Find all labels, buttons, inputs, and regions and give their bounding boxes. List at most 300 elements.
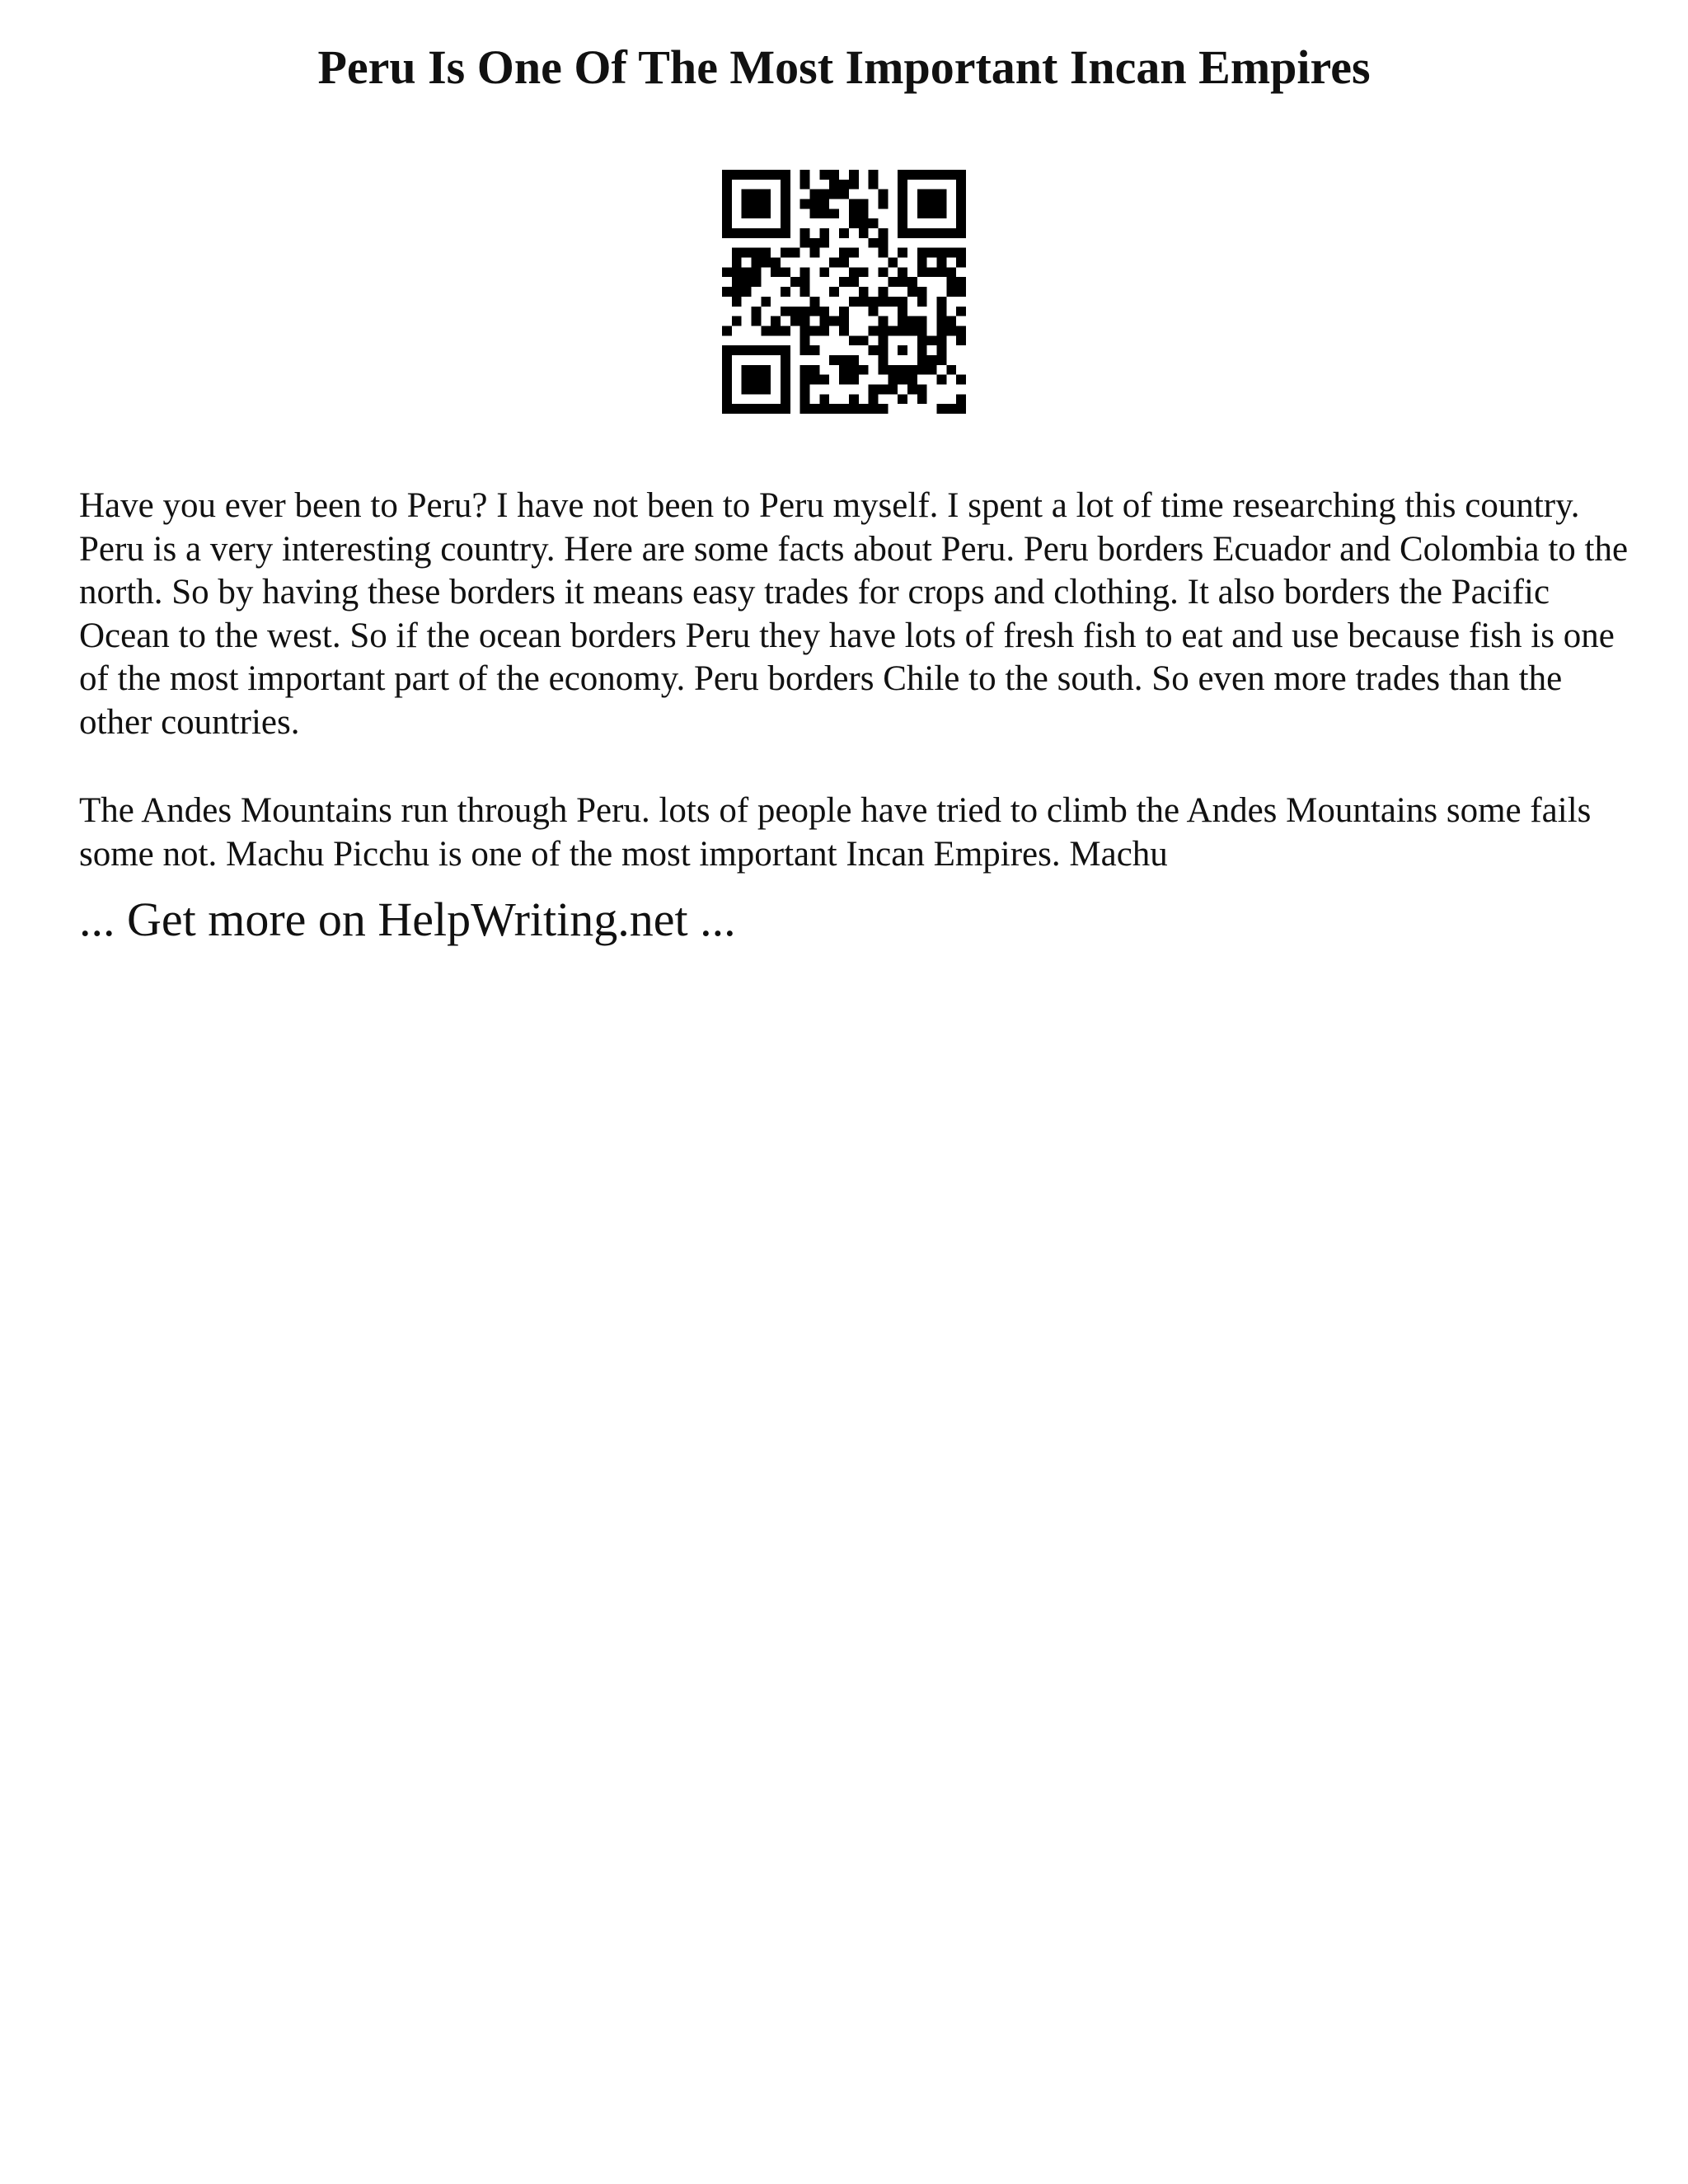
qr-module xyxy=(917,190,927,199)
qr-module xyxy=(819,267,829,277)
qr-module xyxy=(946,170,956,180)
qr-module xyxy=(819,209,829,218)
qr-module xyxy=(936,267,946,277)
qr-module xyxy=(819,375,829,385)
qr-module xyxy=(898,307,907,316)
qr-module xyxy=(917,267,927,277)
qr-module xyxy=(898,209,907,218)
qr-module xyxy=(946,365,956,375)
qr-module xyxy=(878,365,888,375)
qr-module xyxy=(927,190,937,199)
qr-module xyxy=(781,345,790,355)
qr-module xyxy=(917,345,927,355)
qr-module xyxy=(936,355,946,365)
qr-module xyxy=(898,316,907,326)
qr-module xyxy=(732,258,742,268)
qr-module xyxy=(732,170,742,180)
qr-module xyxy=(869,345,879,355)
qr-module xyxy=(878,404,888,414)
qr-module xyxy=(956,375,966,385)
qr-module xyxy=(878,228,888,238)
qr-module xyxy=(771,267,781,277)
qr-module xyxy=(722,365,732,375)
qr-module xyxy=(888,297,898,307)
qr-module xyxy=(936,190,946,199)
qr-module xyxy=(810,404,820,414)
qr-module xyxy=(849,267,859,277)
qr-module xyxy=(752,404,762,414)
qr-module xyxy=(722,199,732,209)
qr-module xyxy=(878,190,888,199)
qr-module xyxy=(722,326,732,335)
qr-module xyxy=(936,307,946,316)
qr-module xyxy=(956,190,966,199)
qr-module xyxy=(869,297,879,307)
qr-module xyxy=(829,180,839,190)
qr-module xyxy=(946,277,956,287)
qr-module xyxy=(722,345,732,355)
qr-module xyxy=(829,258,839,268)
qr-module xyxy=(781,267,790,277)
qr-module xyxy=(907,316,917,326)
qr-module xyxy=(917,326,927,335)
qr-module xyxy=(752,384,762,394)
qr-module xyxy=(888,365,898,375)
qr-module xyxy=(819,307,829,316)
qr-module xyxy=(878,384,888,394)
qr-module xyxy=(752,190,762,199)
qr-module xyxy=(742,375,752,385)
qr-module xyxy=(849,277,859,287)
qr-module xyxy=(800,345,810,355)
qr-module xyxy=(839,355,849,365)
qr-module xyxy=(800,170,810,180)
qr-module xyxy=(888,375,898,385)
qr-module xyxy=(898,345,907,355)
qr-module xyxy=(839,258,849,268)
qr-module xyxy=(946,287,956,297)
qr-module xyxy=(888,384,898,394)
qr-module xyxy=(946,267,956,277)
qr-module xyxy=(936,345,946,355)
qr-module xyxy=(878,335,888,345)
qr-module xyxy=(869,384,879,394)
qr-module xyxy=(781,355,790,365)
qr-module xyxy=(878,345,888,355)
qr-module xyxy=(722,394,732,404)
qr-module xyxy=(752,375,762,385)
qr-module xyxy=(859,218,869,228)
qr-module xyxy=(752,307,762,316)
qr-module xyxy=(781,218,790,228)
qr-module xyxy=(752,228,762,238)
qr-module xyxy=(829,190,839,199)
qr-module xyxy=(810,345,820,355)
qr-module xyxy=(898,375,907,385)
qr-module xyxy=(917,335,927,345)
qr-module xyxy=(927,228,937,238)
qr-module xyxy=(761,345,771,355)
qr-module xyxy=(732,316,742,326)
qr-module xyxy=(849,297,859,307)
qr-module xyxy=(839,404,849,414)
qr-module xyxy=(917,384,927,394)
qr-module xyxy=(771,326,781,335)
qr-module xyxy=(732,287,742,297)
qr-module xyxy=(878,326,888,335)
qr-module xyxy=(878,355,888,365)
qr-module xyxy=(732,404,742,414)
qr-module xyxy=(878,199,888,209)
qr-module xyxy=(898,180,907,190)
qr-module xyxy=(869,394,879,404)
qr-module xyxy=(917,365,927,375)
qr-module xyxy=(907,277,917,287)
qr-module xyxy=(898,248,907,258)
qr-module xyxy=(742,228,752,238)
qr-module xyxy=(936,375,946,385)
qr-module xyxy=(761,365,771,375)
qr-module xyxy=(781,248,790,258)
qr-module xyxy=(936,297,946,307)
qr-module xyxy=(956,170,966,180)
qr-module xyxy=(927,355,937,365)
qr-module xyxy=(859,297,869,307)
qr-module xyxy=(761,375,771,385)
qr-module xyxy=(917,355,927,365)
qr-module xyxy=(936,248,946,258)
qr-module xyxy=(936,228,946,238)
qr-module xyxy=(800,384,810,394)
qr-module xyxy=(732,345,742,355)
qr-module xyxy=(956,394,966,404)
qr-module xyxy=(810,365,820,375)
qr-module xyxy=(829,316,839,326)
qr-module xyxy=(927,365,937,375)
qr-module xyxy=(761,248,771,258)
qr-module xyxy=(819,199,829,209)
qr-module xyxy=(722,384,732,394)
qr-module xyxy=(956,209,966,218)
qr-module xyxy=(917,209,927,218)
qr-module xyxy=(800,365,810,375)
qr-module xyxy=(898,394,907,404)
qr-module xyxy=(761,228,771,238)
qr-module xyxy=(839,365,849,375)
qr-module xyxy=(722,190,732,199)
paragraph-1: Have you ever been to Peru? I have not been to Peru myself. I spent a lot of time researching this country. Peru is a very interesting country. Here are some facts about Peru. Peru borders Ecuador and Colombia to the north. So by having these borders it means easy trades for crops and clothing. It also borders the Pacific Ocean to the west. So if the ocean borders Peru they have lots of fresh fish to eat and use because fish is one of the most important part of the economy. Peru borders Chile to the south. So even more trades than the other countries. xyxy=(79,486,1629,742)
qr-module xyxy=(907,384,917,394)
qr-module xyxy=(742,209,752,218)
qr-module xyxy=(781,170,790,180)
qr-module xyxy=(742,267,752,277)
qr-module xyxy=(936,404,946,414)
qr-module xyxy=(810,238,820,248)
qr-module xyxy=(771,316,781,326)
qr-module xyxy=(810,307,820,316)
qr-module xyxy=(839,180,849,190)
qr-module xyxy=(761,199,771,209)
qr-module xyxy=(790,307,800,316)
qr-module xyxy=(800,326,810,335)
qr-module xyxy=(869,238,879,248)
qr-module xyxy=(829,287,839,297)
qr-module xyxy=(917,170,927,180)
qr-module xyxy=(917,394,927,404)
qr-module xyxy=(800,267,810,277)
qr-module xyxy=(800,375,810,385)
qr-module xyxy=(742,199,752,209)
qr-module xyxy=(829,355,839,365)
qr-module xyxy=(722,404,732,414)
qr-module xyxy=(898,297,907,307)
qr-module xyxy=(781,180,790,190)
qr-module xyxy=(936,199,946,209)
qr-module xyxy=(800,180,810,190)
qr-module xyxy=(800,335,810,345)
qr-module xyxy=(819,404,829,414)
qr-module xyxy=(781,209,790,218)
qr-module xyxy=(722,209,732,218)
qr-module xyxy=(752,209,762,218)
qr-module xyxy=(810,326,820,335)
qr-module xyxy=(898,228,907,238)
qr-module xyxy=(878,316,888,326)
qr-module xyxy=(907,228,917,238)
qr-module xyxy=(946,316,956,326)
qr-module xyxy=(771,170,781,180)
qr-module xyxy=(956,277,966,287)
qr-module xyxy=(927,248,937,258)
qr-module xyxy=(800,394,810,404)
qr-module xyxy=(839,277,849,287)
qr-module xyxy=(752,365,762,375)
qr-module xyxy=(898,190,907,199)
qr-module xyxy=(790,277,800,287)
qr-module xyxy=(849,394,859,404)
qr-module xyxy=(869,218,879,228)
qr-module xyxy=(849,170,859,180)
more-link[interactable]: ... Get more on HelpWriting.net ... xyxy=(79,893,736,946)
qr-module xyxy=(810,199,820,209)
qr-module xyxy=(917,258,927,268)
qr-module xyxy=(752,258,762,268)
qr-module xyxy=(936,316,946,326)
qr-module xyxy=(829,209,839,218)
qr-module xyxy=(810,209,820,218)
qr-module xyxy=(732,277,742,287)
qr-module xyxy=(936,326,946,335)
qr-module xyxy=(790,316,800,326)
qr-module xyxy=(810,248,820,258)
qr-module xyxy=(898,326,907,335)
qr-module xyxy=(907,170,917,180)
qr-module xyxy=(859,209,869,218)
qr-module xyxy=(800,316,810,326)
qr-module xyxy=(732,248,742,258)
qr-module xyxy=(956,258,966,268)
qr-module xyxy=(761,297,771,307)
qr-module xyxy=(936,258,946,268)
qr-module xyxy=(781,375,790,385)
qr-module xyxy=(878,238,888,248)
qr-module xyxy=(907,287,917,297)
qr-module xyxy=(907,375,917,385)
qr-module xyxy=(829,170,839,180)
qr-module xyxy=(859,199,869,209)
qr-module xyxy=(732,267,742,277)
qr-module xyxy=(722,287,732,297)
qr-module xyxy=(849,335,859,345)
qr-module xyxy=(878,267,888,277)
qr-module xyxy=(800,238,810,248)
qr-module xyxy=(898,199,907,209)
qr-module xyxy=(946,404,956,414)
qr-module xyxy=(869,307,879,316)
qr-module xyxy=(898,218,907,228)
qr-module xyxy=(732,297,742,307)
qr-module xyxy=(781,384,790,394)
qr-module xyxy=(927,170,937,180)
qr-module xyxy=(849,209,859,218)
qr-module xyxy=(742,190,752,199)
qr-module xyxy=(859,404,869,414)
qr-module xyxy=(829,404,839,414)
qr-module xyxy=(917,287,927,297)
qr-module xyxy=(936,209,946,218)
qr-module xyxy=(790,248,800,258)
qr-module xyxy=(859,287,869,297)
qr-module xyxy=(722,375,732,385)
qr-module xyxy=(819,238,829,248)
qr-module xyxy=(956,228,966,238)
qr-module xyxy=(839,248,849,258)
qr-module xyxy=(781,365,790,375)
qr-module xyxy=(771,228,781,238)
qr-module xyxy=(946,326,956,335)
qr-module xyxy=(761,209,771,218)
qr-module xyxy=(752,170,762,180)
qr-module xyxy=(878,297,888,307)
qr-module xyxy=(956,335,966,345)
qr-module xyxy=(722,228,732,238)
qr-module xyxy=(742,287,752,297)
qr-module xyxy=(888,277,898,287)
qr-module xyxy=(917,248,927,258)
qr-module xyxy=(869,326,879,335)
qr-module xyxy=(888,258,898,268)
qr-module xyxy=(849,180,859,190)
qr-module xyxy=(761,190,771,199)
qr-module xyxy=(839,316,849,326)
qr-module xyxy=(927,267,937,277)
qr-module xyxy=(742,170,752,180)
paragraph-2: The Andes Mountains run through Peru. lots of people have tried to climb the Andes Mountains some fails some not. Machu Picchu is one of the most important Incan Empires. Machu xyxy=(79,791,1592,874)
qr-module xyxy=(771,345,781,355)
qr-module xyxy=(742,404,752,414)
qr-module xyxy=(752,199,762,209)
qr-module xyxy=(742,248,752,258)
qr-module xyxy=(839,307,849,316)
qr-module xyxy=(956,404,966,414)
page-title: Peru Is One Of The Most Important Incan Empires xyxy=(317,40,1371,94)
qr-module xyxy=(907,326,917,335)
qr-module xyxy=(722,180,732,190)
qr-module xyxy=(819,228,829,238)
qr-module xyxy=(819,326,829,335)
qr-module xyxy=(819,170,829,180)
qr-module xyxy=(849,365,859,375)
qr-module xyxy=(878,287,888,297)
qr-module xyxy=(956,199,966,209)
qr-module xyxy=(849,355,859,365)
qr-module xyxy=(752,316,762,326)
qr-module xyxy=(839,375,849,385)
qr-module xyxy=(771,404,781,414)
qr-module xyxy=(761,404,771,414)
qr-module xyxy=(956,287,966,297)
qr-module xyxy=(898,170,907,180)
qr-module xyxy=(917,316,927,326)
qr-code-graphic xyxy=(722,170,966,414)
qr-module xyxy=(849,404,859,414)
qr-module xyxy=(742,345,752,355)
qr-module xyxy=(839,190,849,199)
qr-module xyxy=(810,190,820,199)
qr-module xyxy=(849,218,859,228)
qr-module xyxy=(849,375,859,385)
qr-module xyxy=(859,228,869,238)
qr-module xyxy=(917,199,927,209)
qr-module xyxy=(732,228,742,238)
qr-module xyxy=(878,248,888,258)
qr-module xyxy=(927,209,937,218)
qr-module xyxy=(781,394,790,404)
qr-module xyxy=(869,180,879,190)
qr-module xyxy=(869,404,879,414)
qr-module xyxy=(781,228,790,238)
qr-module xyxy=(859,365,869,375)
qr-module xyxy=(761,384,771,394)
qr-module xyxy=(781,307,790,316)
qr-module xyxy=(927,199,937,209)
qr-module xyxy=(761,258,771,268)
qr-module xyxy=(781,287,790,297)
qr-module xyxy=(956,326,966,335)
qr-module xyxy=(800,307,810,316)
qr-module xyxy=(819,316,829,326)
qr-module xyxy=(800,199,810,209)
qr-module xyxy=(722,355,732,365)
qr-module xyxy=(722,267,732,277)
qr-module xyxy=(742,365,752,375)
qr-module xyxy=(907,365,917,375)
qr-module xyxy=(800,287,810,297)
qr-module xyxy=(742,384,752,394)
qr-module xyxy=(810,297,820,307)
qr-module xyxy=(849,199,859,209)
qr-module xyxy=(771,258,781,268)
qr-module xyxy=(898,277,907,287)
qr-module xyxy=(898,365,907,375)
qr-module xyxy=(956,248,966,258)
qr-module xyxy=(752,267,762,277)
qr-module xyxy=(888,326,898,335)
qr-module xyxy=(819,190,829,199)
qr-module xyxy=(917,228,927,238)
qr-module xyxy=(936,170,946,180)
qr-module xyxy=(722,218,732,228)
